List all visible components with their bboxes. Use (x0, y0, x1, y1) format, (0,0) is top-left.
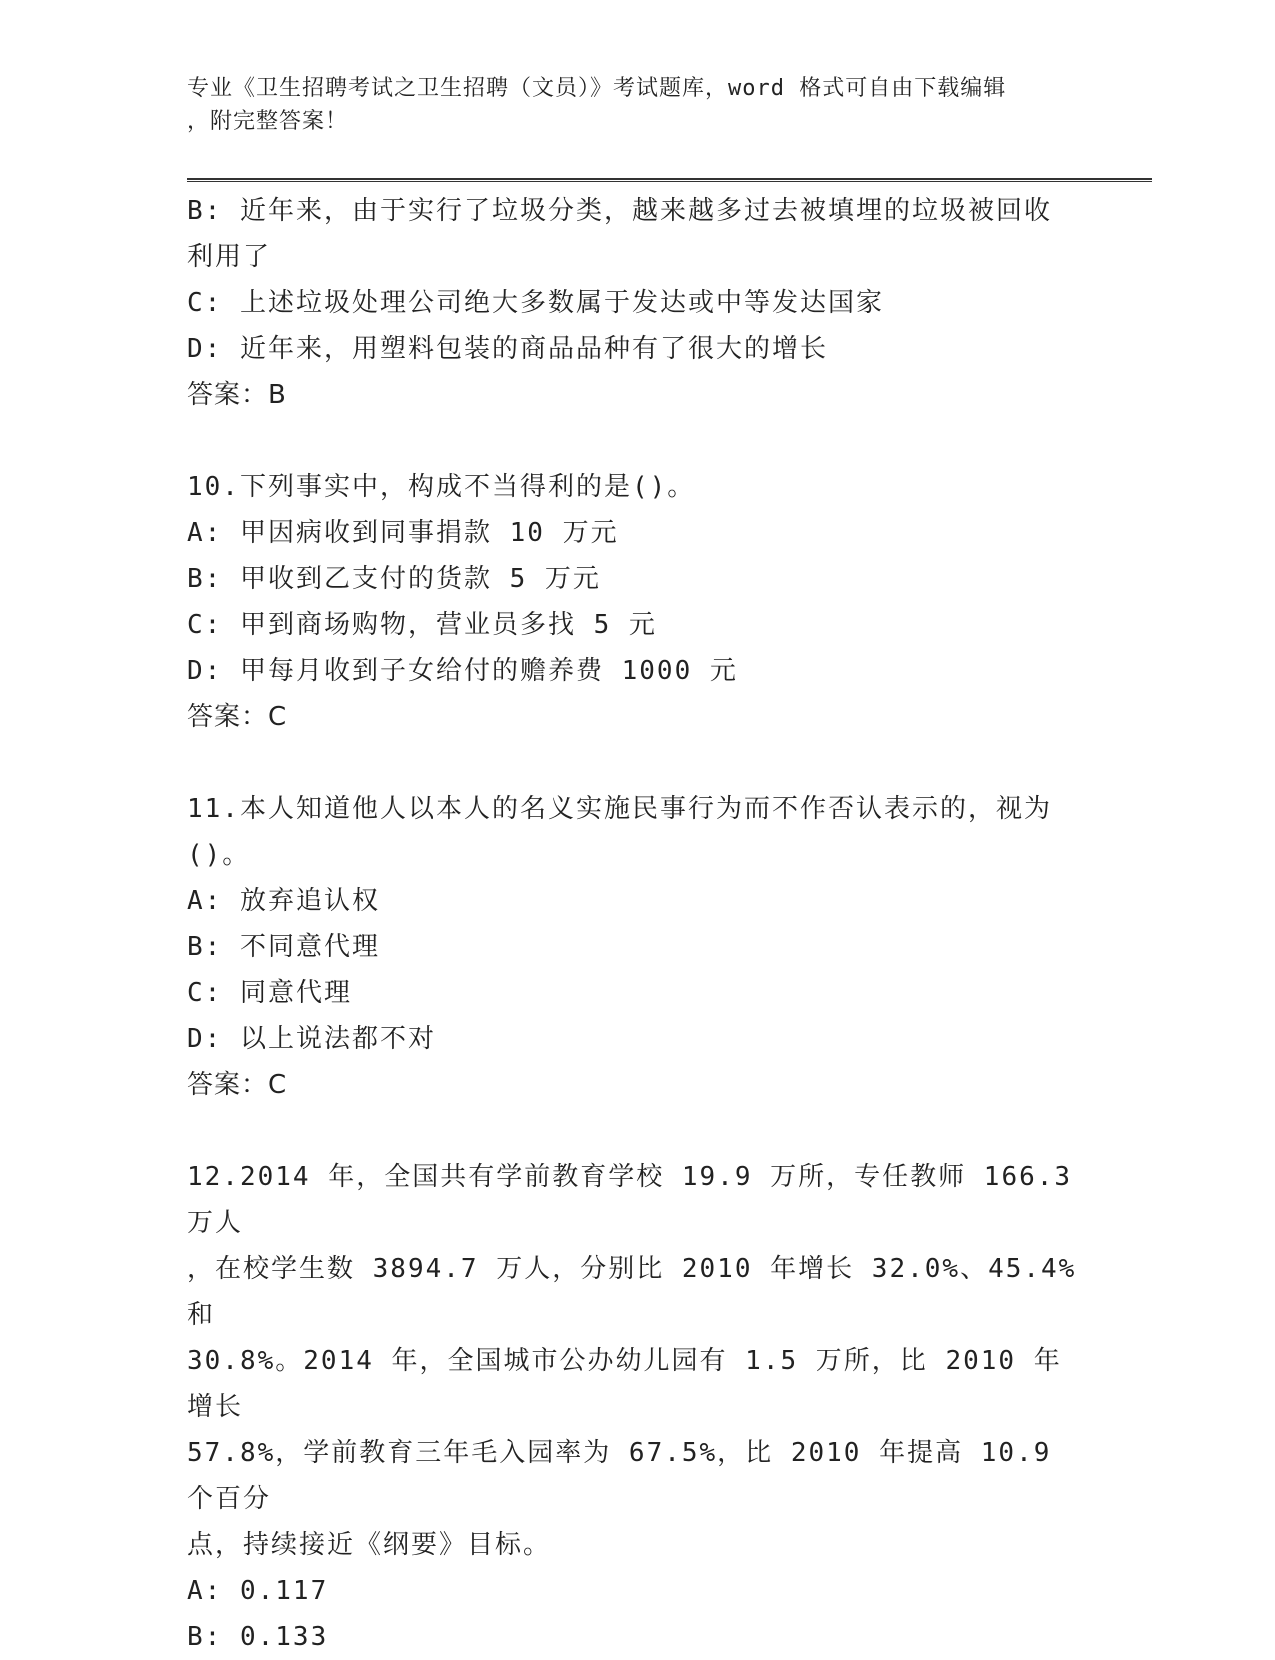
question-stem: 11.本人知道他人以本人的名义实施民事行为而不作否认表示的，视为 (187, 794, 1052, 824)
option-d: D: 以上说法都不对 (187, 1024, 436, 1054)
option-a: A: 0.117 (187, 1576, 329, 1606)
question-stem: 10.下列事实中，构成不当得利的是()。 (187, 472, 696, 502)
spacer (187, 418, 1087, 464)
question-stem-continued: ()。 (187, 840, 251, 870)
spacer (187, 1108, 1087, 1154)
option-d: D: 近年来，用塑料包装的商品品种有了很大的增长 (187, 334, 828, 364)
question-stem-continued: 57.8%，学前教育三年毛入园率为 67.5%，比 2010 年提高 10.9 个百分 (187, 1438, 1070, 1514)
question-9 (187, 188, 1087, 418)
document-header (187, 72, 1087, 138)
option-d: D: 甲每月收到子女给付的赡养费 1000 元 (187, 656, 738, 686)
answer: 答案：C (187, 1070, 288, 1100)
option-a: A: 甲因病收到同事捐款 10 万元 (187, 518, 619, 548)
question-stem-continued: ，在校学生数 3894.7 万人，分别比 2010 年增长 32.0%、45.4%和 (187, 1254, 1077, 1330)
question-stem-continued: 点，持续接近《纲要》目标。 (187, 1530, 552, 1560)
option-b-continued: 利用了 (187, 242, 272, 272)
answer: 答案：C (187, 702, 288, 732)
question-stem: 12.2014 年，全国共有学前教育学校 19.9 万所，专任教师 166.3 万人 (187, 1162, 1090, 1238)
header-line-2: ，附完整答案！ (187, 109, 349, 134)
question-11 (187, 786, 1087, 1108)
option-c: C: 甲到商场购物，营业员多找 5 元 (187, 610, 657, 640)
question-list (187, 188, 1090, 1660)
option-b: B: 不同意代理 (187, 932, 380, 962)
answer: 答案：B (187, 380, 287, 410)
header-divider (187, 178, 1152, 182)
question-10 (187, 464, 1087, 740)
option-c: C: 上述垃圾处理公司绝大多数属于发达或中等发达国家 (187, 288, 884, 318)
spacer (187, 740, 1087, 786)
option-b: B: 近年来，由于实行了垃圾分类，越来越多过去被填埋的垃圾被回收 (187, 196, 1052, 226)
option-b: B: 甲收到乙支付的货款 5 万元 (187, 564, 601, 594)
header-line-1: 专业《卫生招聘考试之卫生招聘（文员）》考试题库，word 格式可自由下载编辑 (187, 76, 1007, 101)
question-stem-continued: 30.8%。2014 年，全国城市公办幼儿园有 1.5 万所，比 2010 年增长 (187, 1346, 1062, 1422)
option-a: A: 放弃追认权 (187, 886, 380, 916)
question-12 (187, 1154, 1090, 1660)
option-c: C: 同意代理 (187, 978, 352, 1008)
option-b: B: 0.133 (187, 1622, 329, 1652)
